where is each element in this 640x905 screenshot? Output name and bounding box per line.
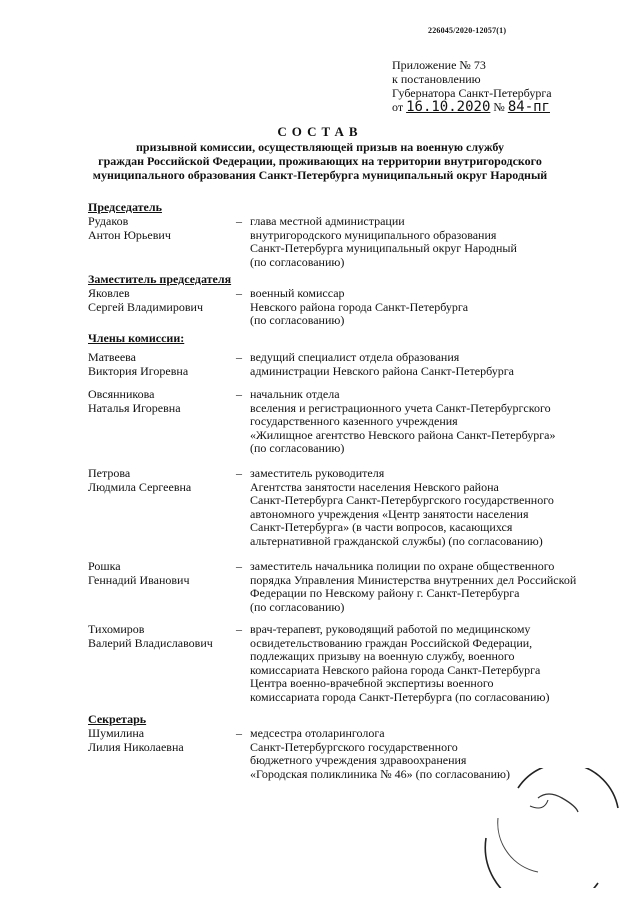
role-line: освидетельствованию граждан Российской Федерации,	[250, 635, 533, 650]
member-role	[250, 351, 640, 378]
member-surname: Рошка	[88, 559, 121, 573]
member-role	[250, 388, 640, 456]
role-line: бюджетного учреждения здравоохранения	[250, 753, 467, 767]
member-given-name: Геннадий Иванович	[88, 572, 190, 587]
appendix-line: к постановлению	[392, 72, 481, 86]
dash-separator: –	[236, 466, 242, 480]
role-line: Центра военно-врачебной экспертизы военного	[250, 676, 494, 690]
member-given-name: Лилия Николаевна	[88, 739, 184, 754]
seal-stamp-icon	[478, 768, 628, 888]
role-line: альтернативной гражданской службы) (по согласованию)	[250, 533, 543, 548]
subtitle-line: муниципального образования Санкт-Петербурга муниципальный округ Народный	[92, 168, 548, 182]
role-line: военный комиссар	[250, 286, 345, 300]
member-name	[88, 727, 238, 754]
number-prefix: №	[493, 100, 505, 114]
member-name	[88, 467, 238, 494]
section-chairman: Председатель	[88, 200, 162, 214]
subtitle-line: призывной комиссии, осуществляющей призыв на военную службу	[136, 140, 504, 154]
appendix-line: Приложение № 73	[392, 58, 486, 72]
member-name	[88, 287, 238, 314]
member-given-name: Антон Юрьевич	[88, 227, 171, 242]
role-line: глава местной администрации	[250, 214, 405, 228]
role-line: Санкт-Петербурга» (в части вопросов, касающихся	[250, 520, 513, 534]
role-line: комиссариата Невского района города Санкт-Петербурга	[250, 662, 541, 677]
dash-separator: –	[236, 622, 242, 636]
role-line: Санкт-Петербурга Санкт-Петербургского государственного	[250, 493, 554, 507]
member-name	[88, 351, 238, 378]
role-line: Агентства занятости населения Невского района	[250, 479, 499, 494]
role-line: Федерации по Невскому району г. Санкт-Петербурга	[250, 586, 520, 600]
member-surname: Петрова	[88, 466, 131, 480]
role-line: ведущий специалист отдела образования	[250, 350, 460, 364]
member-role	[250, 287, 640, 328]
role-line: (по согласованию)	[250, 313, 345, 327]
document-title: СОСТАВ	[277, 124, 363, 139]
dash-separator: –	[236, 387, 242, 401]
role-line: «Городская поликлиника № 46» (по согласованию)	[250, 766, 510, 781]
dash-separator: –	[236, 350, 242, 364]
handwritten-number: 84-пг	[507, 99, 550, 115]
member-surname: Матвеева	[88, 350, 137, 364]
appendix-line: Губернатора Санкт-Петербурга	[392, 86, 552, 100]
role-line: Невского района города Санкт-Петербурга	[250, 299, 469, 314]
section-secretary: Секретарь	[88, 712, 147, 726]
member-given-name: Людмила Сергеевна	[88, 479, 192, 494]
role-line: Санкт-Петербургского государственного	[250, 739, 458, 754]
member-name	[88, 623, 238, 650]
role-line: заместитель руководителя	[250, 466, 385, 480]
role-line: государственного казенного учреждения	[250, 414, 458, 428]
member-given-name: Виктория Игоревна	[88, 363, 189, 378]
member-name	[88, 560, 238, 587]
role-line: внутригородского муниципального образования	[250, 227, 497, 242]
member-role	[250, 623, 640, 704]
member-name	[88, 215, 238, 242]
dash-separator: –	[236, 726, 242, 740]
appendix-date-line	[392, 100, 622, 114]
member-surname: Тихомиров	[88, 622, 145, 636]
member-role	[250, 560, 640, 614]
dash-separator: –	[236, 559, 242, 573]
member-name	[88, 388, 238, 415]
role-line: (по согласованию)	[250, 254, 345, 269]
role-line: начальник отдела	[250, 387, 340, 401]
role-line: комиссариата города Санкт-Петербурга (по согласованию)	[250, 689, 550, 704]
member-surname: Овсянникова	[88, 387, 155, 401]
member-surname: Рудаков	[88, 214, 129, 228]
member-surname: Яковлев	[88, 286, 130, 300]
member-given-name: Валерий Владиславович	[88, 635, 213, 650]
appendix-block	[392, 58, 622, 114]
role-line: «Жилищное агентство Невского района Санкт-Петербурга»	[250, 427, 556, 442]
dash-separator: –	[236, 214, 242, 228]
member-role	[250, 467, 640, 548]
role-line: автономного учреждения «Центр занятости населения	[250, 506, 529, 521]
role-line: администрации Невского района Санкт-Петербурга	[250, 363, 514, 378]
role-line: вселения и регистрационного учета Санкт-Петербургского	[250, 400, 551, 415]
document-code: 226045/2020-12057(1)	[428, 26, 507, 35]
section-deputy: Заместитель председателя	[88, 272, 232, 286]
dash-separator: –	[236, 286, 242, 300]
role-line: заместитель начальника полиции по охране общественного	[250, 559, 555, 573]
role-line: Санкт-Петербурга муниципальный округ Народный	[250, 241, 517, 255]
role-line: врач-терапевт, руководящий работой по медицинскому	[250, 622, 531, 636]
role-line: порядка Управления Министерства внутренних дел Российской	[250, 572, 577, 587]
role-line: (по согласованию)	[250, 599, 345, 614]
role-line: медсестра отоларинголога	[250, 726, 385, 740]
member-role	[250, 215, 640, 269]
handwritten-date: 16.10.2020	[406, 99, 491, 115]
date-prefix: от	[392, 100, 404, 114]
subtitle-line: граждан Российской Федерации, проживающих на территории внутригородского	[98, 154, 542, 168]
document-subtitle	[60, 140, 580, 182]
member-given-name: Наталья Игоревна	[88, 400, 181, 415]
member-given-name: Сергей Владимирович	[88, 299, 203, 314]
member-surname: Шумилина	[88, 726, 145, 740]
role-line: (по согласованию)	[250, 441, 345, 455]
role-line: подлежащих призыву на военную службу, военного	[250, 649, 515, 663]
section-members: Члены комиссии:	[88, 331, 185, 345]
